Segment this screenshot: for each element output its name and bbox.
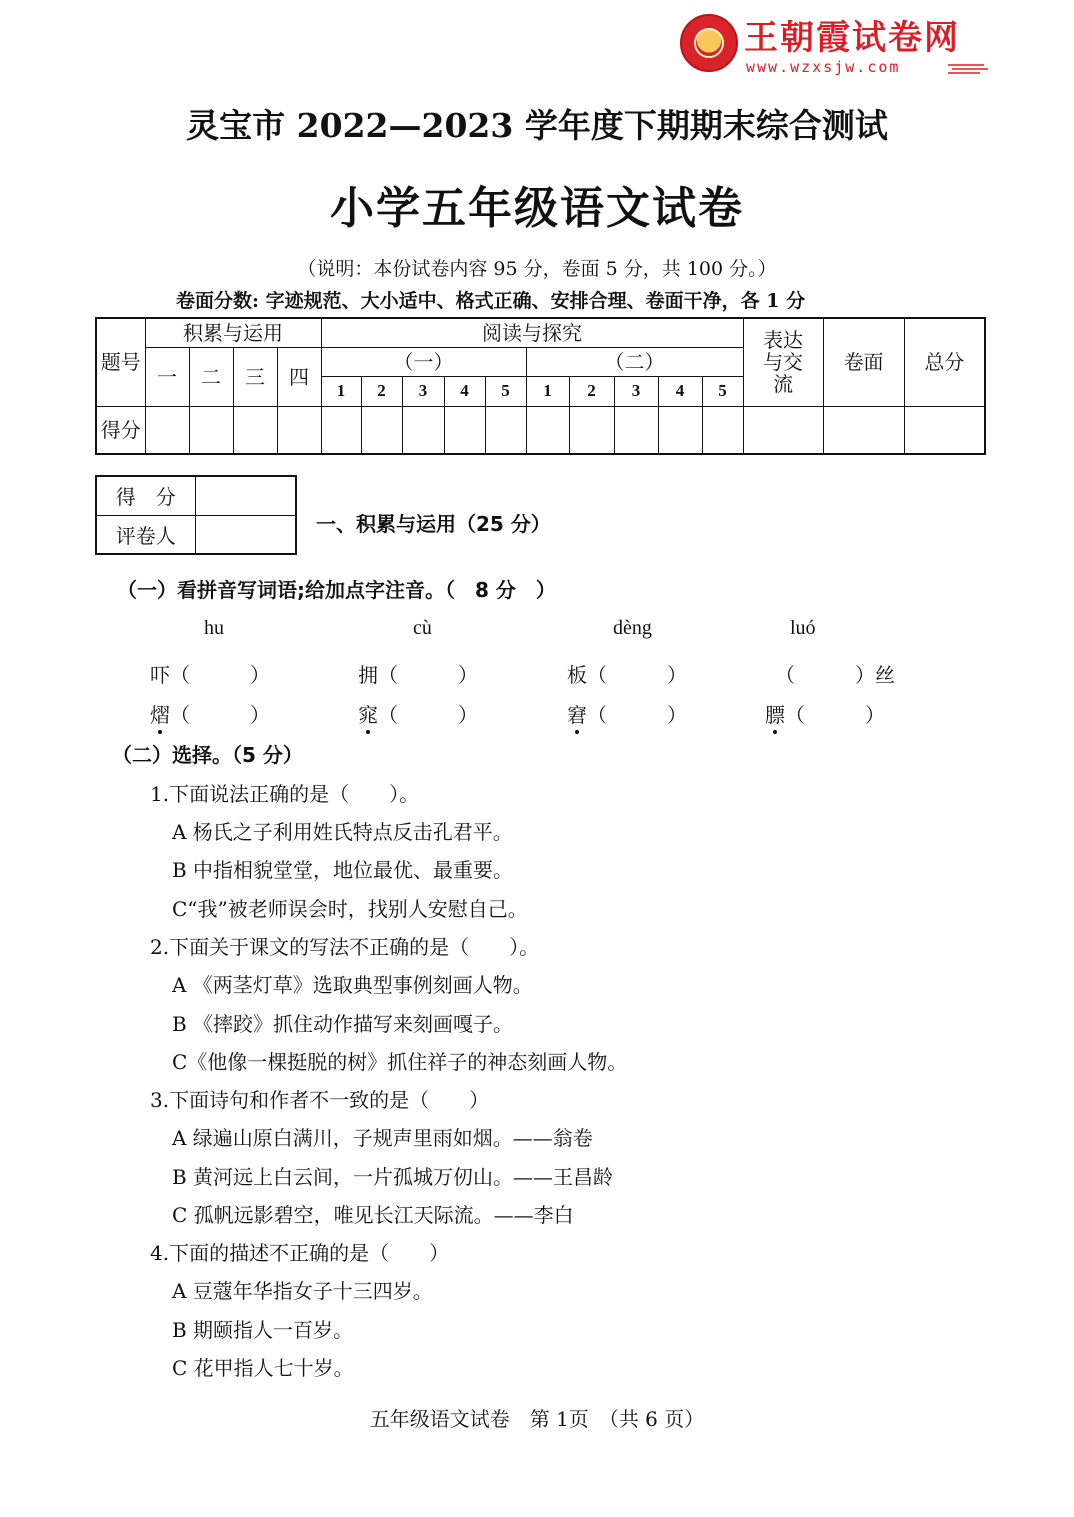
reading-2-q1: 1 [526,376,569,406]
score-cell [904,406,985,454]
score-cell [702,406,743,454]
part2-heading: （二）选择。（5 分） [112,743,303,767]
reading-sub-2: （二） [526,347,743,376]
grader-table [95,475,297,555]
question-option: C 花甲指人七十岁。 [172,1356,354,1380]
reading-2-q4: 4 [658,376,702,406]
question-stem: 4.下面的描述不正确的是（ ） [150,1241,450,1265]
site-logo [680,10,990,76]
group-accumulation: 积累与运用 [145,318,321,347]
question-option: A 绿遍山原白满川，子规声里雨如烟。——翁卷 [172,1126,593,1150]
score-cell [233,406,277,454]
col-3: 三 [233,347,277,406]
col-4: 四 [277,347,321,406]
logo-title: 王朝霞试卷网 [744,18,960,58]
grader-name-label: 评卷人 [96,515,195,554]
seal-icon [680,14,738,72]
question-option: B 《摔跤》抓住动作描写来刻画嘎子。 [172,1012,514,1036]
score-cell [526,406,569,454]
reading-2-q2: 2 [569,376,614,406]
col-1: 一 [145,347,189,406]
score-cell [145,406,189,454]
col-expression: 表达与交流 [743,318,823,406]
question-stem: 1.下面说法正确的是（ ）。 [150,782,420,806]
reading-2-q3: 3 [614,376,658,406]
logo-url: www.wzxsjw.com [746,58,901,76]
grader-score-label: 得 分 [96,476,195,515]
pinyin-4: luó [790,617,816,639]
exam-title-line2: 小学五年级语文试卷 [330,183,744,234]
dotted-char-item: 熠（ ） [150,699,270,728]
question-stem: 3.下面诗句和作者不一致的是（ ） [150,1088,490,1112]
score-cell [614,406,658,454]
question-option: A 杨氏之子利用姓氏特点反击孔君平。 [172,820,513,844]
section-heading: 一、积累与运用（25 分） [316,512,551,536]
score-cell [658,406,702,454]
word-blank: （ ）丝 [775,663,895,687]
dotted-char-item: 窘（ ） [567,699,687,728]
score-cell [823,406,904,454]
group-reading: 阅读与探究 [321,318,743,347]
reading-1-q3: 3 [402,376,444,406]
row-label-title: 题号 [96,318,145,406]
reading-1-q2: 2 [361,376,402,406]
pinyin-2: cù [413,617,432,639]
score-cell [321,406,361,454]
score-cell [361,406,402,454]
word-blank: 吓（ ） [150,663,270,687]
col-2: 二 [189,347,233,406]
part1-heading: （一）看拼音写词语;给加点字注音。（ 8 分 ） [117,578,556,602]
question-option: A 《两茎灯草》选取典型事例刻画人物。 [172,973,533,997]
score-cell [444,406,485,454]
question-option: C“我”被老师误会时，找别人安慰自己。 [172,897,528,921]
reading-1-q4: 4 [444,376,485,406]
question-stem: 2.下面关于课文的写法不正确的是（ ）。 [150,935,540,959]
exam-note: （说明：本份试卷内容 95 分，卷面 5 分，共 100 分。） [297,258,777,280]
question-option: B 中指相貌堂堂，地位最优、最重要。 [172,858,514,882]
score-cell [569,406,614,454]
score-cell [485,406,526,454]
score-cell [189,406,233,454]
question-option: B 期颐指人一百岁。 [172,1318,354,1342]
col-paper: 卷面 [823,318,904,406]
word-blank: 板（ ） [567,663,687,687]
pinyin-1: hu [204,617,224,639]
pinyin-3: dèng [613,617,652,639]
word-blank: 拥（ ） [358,663,478,687]
question-option: B 黄河远上白云间，一片孤城万仞山。——王昌龄 [172,1165,614,1189]
score-table [95,317,986,455]
exam-title-line1: 灵宝市 2022—2023 学年度下期期末综合测试 [186,106,888,145]
row-label-score: 得分 [96,406,145,454]
question-option: C 孤帆远影碧空，唯见长江天际流。——李白 [172,1203,574,1227]
reading-1-q5: 5 [485,376,526,406]
question-option: C《他像一棵挺脱的树》抓住祥子的神态刻画人物。 [172,1050,628,1074]
grader-score-cell [195,476,296,515]
reading-1-q1: 1 [321,376,361,406]
reading-2-q5: 5 [702,376,743,406]
score-cell [743,406,823,454]
paper-score-note: 卷面分数: 字迹规范、大小适中、格式正确、安排合理、卷面干净，各 1 分 [176,290,806,312]
question-option: A 豆蔻年华指女子十三四岁。 [172,1279,433,1303]
col-total: 总分 [904,318,985,406]
page-footer: 五年级语文试卷 第 1页 （共 6 页） [369,1407,705,1431]
grader-name-cell [195,515,296,554]
score-cell [277,406,321,454]
decorative-lines-icon [948,62,988,74]
reading-sub-1: （一） [321,347,526,376]
dotted-char-item: 膘（ ） [765,699,885,728]
dotted-char-item: 窕（ ） [358,699,478,728]
score-cell [402,406,444,454]
